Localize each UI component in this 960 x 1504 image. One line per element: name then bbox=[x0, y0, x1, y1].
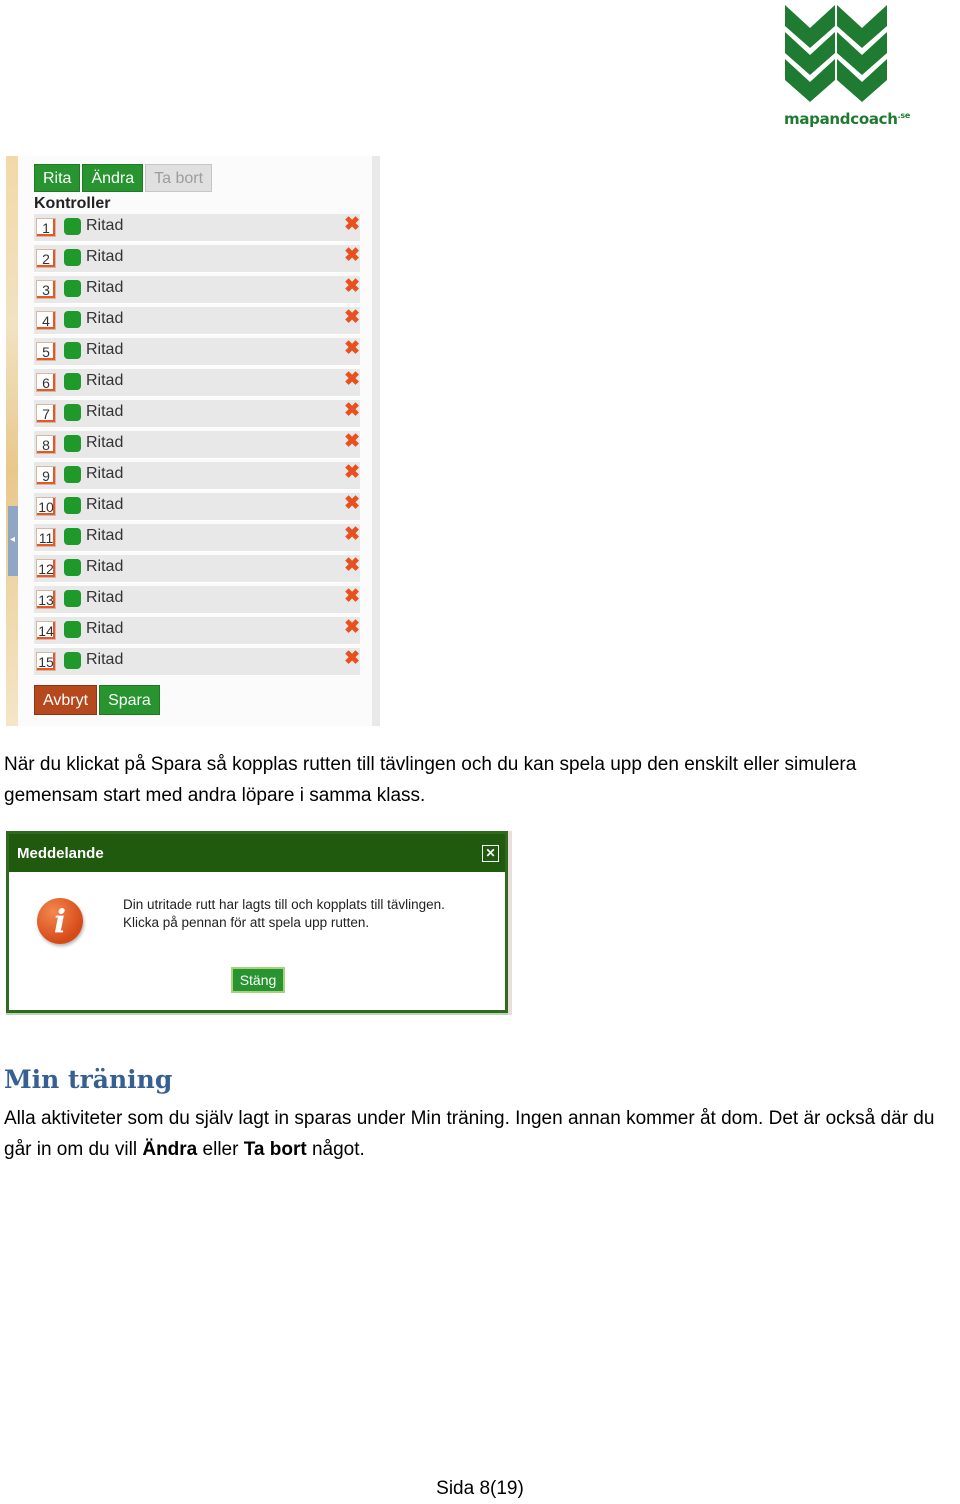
section-heading: Min träning bbox=[4, 1065, 173, 1094]
control-number: 15 bbox=[36, 652, 56, 671]
status-dot-icon bbox=[64, 342, 81, 359]
section-bold-delete: Ta bort bbox=[243, 1139, 307, 1160]
status-dot-icon bbox=[64, 621, 81, 638]
section-text-c: något. bbox=[306, 1139, 365, 1160]
remove-icon[interactable]: ✖ bbox=[344, 648, 360, 669]
control-number: 10 bbox=[36, 497, 56, 516]
delete-button[interactable]: Ta bort bbox=[145, 164, 212, 192]
control-status: Ritad bbox=[86, 310, 124, 327]
message-dialog bbox=[6, 831, 508, 1013]
page-number: Sida 8(19) bbox=[436, 1478, 524, 1499]
control-row[interactable] bbox=[34, 493, 360, 521]
dialog-header bbox=[9, 834, 505, 872]
status-dot-icon bbox=[64, 218, 81, 235]
control-number: 13 bbox=[36, 590, 56, 609]
remove-icon[interactable]: ✖ bbox=[344, 586, 360, 607]
control-row[interactable] bbox=[34, 586, 360, 614]
remove-icon[interactable]: ✖ bbox=[344, 400, 360, 421]
close-icon[interactable]: ✕ bbox=[482, 845, 499, 862]
remove-icon[interactable]: ✖ bbox=[344, 493, 360, 514]
dialog-title: Meddelande bbox=[17, 845, 104, 862]
save-button[interactable]: Spara bbox=[99, 685, 160, 715]
control-row[interactable] bbox=[34, 276, 360, 304]
control-status: Ritad bbox=[86, 620, 124, 637]
control-row[interactable] bbox=[34, 462, 360, 490]
status-dot-icon bbox=[64, 435, 81, 452]
status-dot-icon bbox=[64, 559, 81, 576]
control-row[interactable] bbox=[34, 431, 360, 459]
control-number: 6 bbox=[36, 373, 56, 392]
section-paragraph bbox=[4, 1103, 960, 1165]
section-bold-edit: Ändra bbox=[142, 1139, 198, 1160]
control-number: 14 bbox=[36, 621, 56, 640]
control-status: Ritad bbox=[86, 496, 124, 513]
control-row[interactable] bbox=[34, 648, 360, 676]
remove-icon[interactable]: ✖ bbox=[344, 214, 360, 235]
panel-scrollbar[interactable] bbox=[372, 156, 380, 726]
control-row[interactable] bbox=[34, 338, 360, 366]
remove-icon[interactable]: ✖ bbox=[344, 555, 360, 576]
control-status: Ritad bbox=[86, 434, 124, 451]
panel-toolbar bbox=[34, 164, 212, 192]
status-dot-icon bbox=[64, 373, 81, 390]
remove-icon[interactable]: ✖ bbox=[344, 338, 360, 359]
map-edge-right bbox=[508, 831, 512, 1015]
section-text-a: Alla aktiviteter som du själv lagt in sparas under Min träning. Ingen annan kommer åt dom. Det är också där du går in om du vill bbox=[4, 1108, 935, 1160]
control-row[interactable] bbox=[34, 617, 360, 645]
status-dot-icon bbox=[64, 311, 81, 328]
control-number: 9 bbox=[36, 466, 56, 485]
control-number: 7 bbox=[36, 404, 56, 423]
control-status: Ritad bbox=[86, 558, 124, 575]
remove-icon[interactable]: ✖ bbox=[344, 245, 360, 266]
control-row[interactable] bbox=[34, 214, 360, 242]
status-dot-icon bbox=[64, 652, 81, 669]
remove-icon[interactable]: ✖ bbox=[344, 369, 360, 390]
info-icon: i bbox=[37, 898, 83, 944]
control-row[interactable] bbox=[34, 245, 360, 273]
control-status: Ritad bbox=[86, 589, 124, 606]
message-dialog-screenshot bbox=[6, 831, 512, 1015]
status-dot-icon bbox=[64, 280, 81, 297]
control-status: Ritad bbox=[86, 465, 124, 482]
control-row[interactable] bbox=[34, 400, 360, 428]
control-status: Ritad bbox=[86, 341, 124, 358]
control-status: Ritad bbox=[86, 217, 124, 234]
remove-icon[interactable]: ✖ bbox=[344, 524, 360, 545]
chevron-left-icon: ◂ bbox=[10, 534, 16, 545]
collapse-handle[interactable] bbox=[8, 506, 18, 576]
logo-wordmark: mapandcoach$^{.se}$ bbox=[784, 110, 910, 128]
remove-icon[interactable]: ✖ bbox=[344, 617, 360, 638]
control-number: 11 bbox=[36, 528, 56, 547]
controls-panel-screenshot bbox=[6, 156, 380, 726]
status-dot-icon bbox=[64, 466, 81, 483]
control-row[interactable] bbox=[34, 524, 360, 552]
status-dot-icon bbox=[64, 497, 81, 514]
control-number: 12 bbox=[36, 559, 56, 578]
control-row[interactable] bbox=[34, 369, 360, 397]
control-status: Ritad bbox=[86, 403, 124, 420]
dialog-message-line-1: Din utritade rutt har lagts till och kopplats till tävlingen. bbox=[123, 897, 445, 912]
dialog-message-line-2: Klicka på pennan för att spela upp rutten. bbox=[123, 915, 370, 930]
close-dialog-button[interactable]: Stäng bbox=[231, 967, 285, 993]
remove-icon[interactable]: ✖ bbox=[344, 462, 360, 483]
control-status: Ritad bbox=[86, 651, 124, 668]
remove-icon[interactable]: ✖ bbox=[344, 307, 360, 328]
panel-footer bbox=[34, 685, 160, 715]
paragraph-save-info: När du klickat på Spara så kopplas rutten till tävlingen och du kan spela upp den enskilt eller simulera gemensam start med andra löpare i samma klass. bbox=[4, 754, 857, 806]
control-status: Ritad bbox=[86, 527, 124, 544]
map-edge bbox=[6, 156, 18, 726]
dialog-message bbox=[123, 896, 445, 932]
draw-button[interactable]: Rita bbox=[34, 164, 80, 192]
control-row[interactable] bbox=[34, 555, 360, 583]
status-dot-icon bbox=[64, 590, 81, 607]
control-row[interactable] bbox=[34, 307, 360, 335]
control-number: 2 bbox=[36, 249, 56, 268]
control-number: 8 bbox=[36, 435, 56, 454]
section-text-b: eller bbox=[197, 1139, 244, 1160]
status-dot-icon bbox=[64, 249, 81, 266]
control-status: Ritad bbox=[86, 372, 124, 389]
edit-button[interactable]: Ändra bbox=[82, 164, 143, 192]
controls-heading: Kontroller bbox=[34, 195, 111, 212]
control-number: 4 bbox=[36, 311, 56, 330]
control-number: 1 bbox=[36, 218, 56, 237]
status-dot-icon bbox=[64, 404, 81, 421]
remove-icon[interactable]: ✖ bbox=[344, 431, 360, 452]
controls-list bbox=[34, 214, 360, 679]
control-number: 5 bbox=[36, 342, 56, 361]
remove-icon[interactable]: ✖ bbox=[344, 276, 360, 297]
control-status: Ritad bbox=[86, 279, 124, 296]
control-number: 3 bbox=[36, 280, 56, 299]
control-status: Ritad bbox=[86, 248, 124, 265]
status-dot-icon bbox=[64, 528, 81, 545]
cancel-button[interactable]: Avbryt bbox=[34, 685, 97, 715]
